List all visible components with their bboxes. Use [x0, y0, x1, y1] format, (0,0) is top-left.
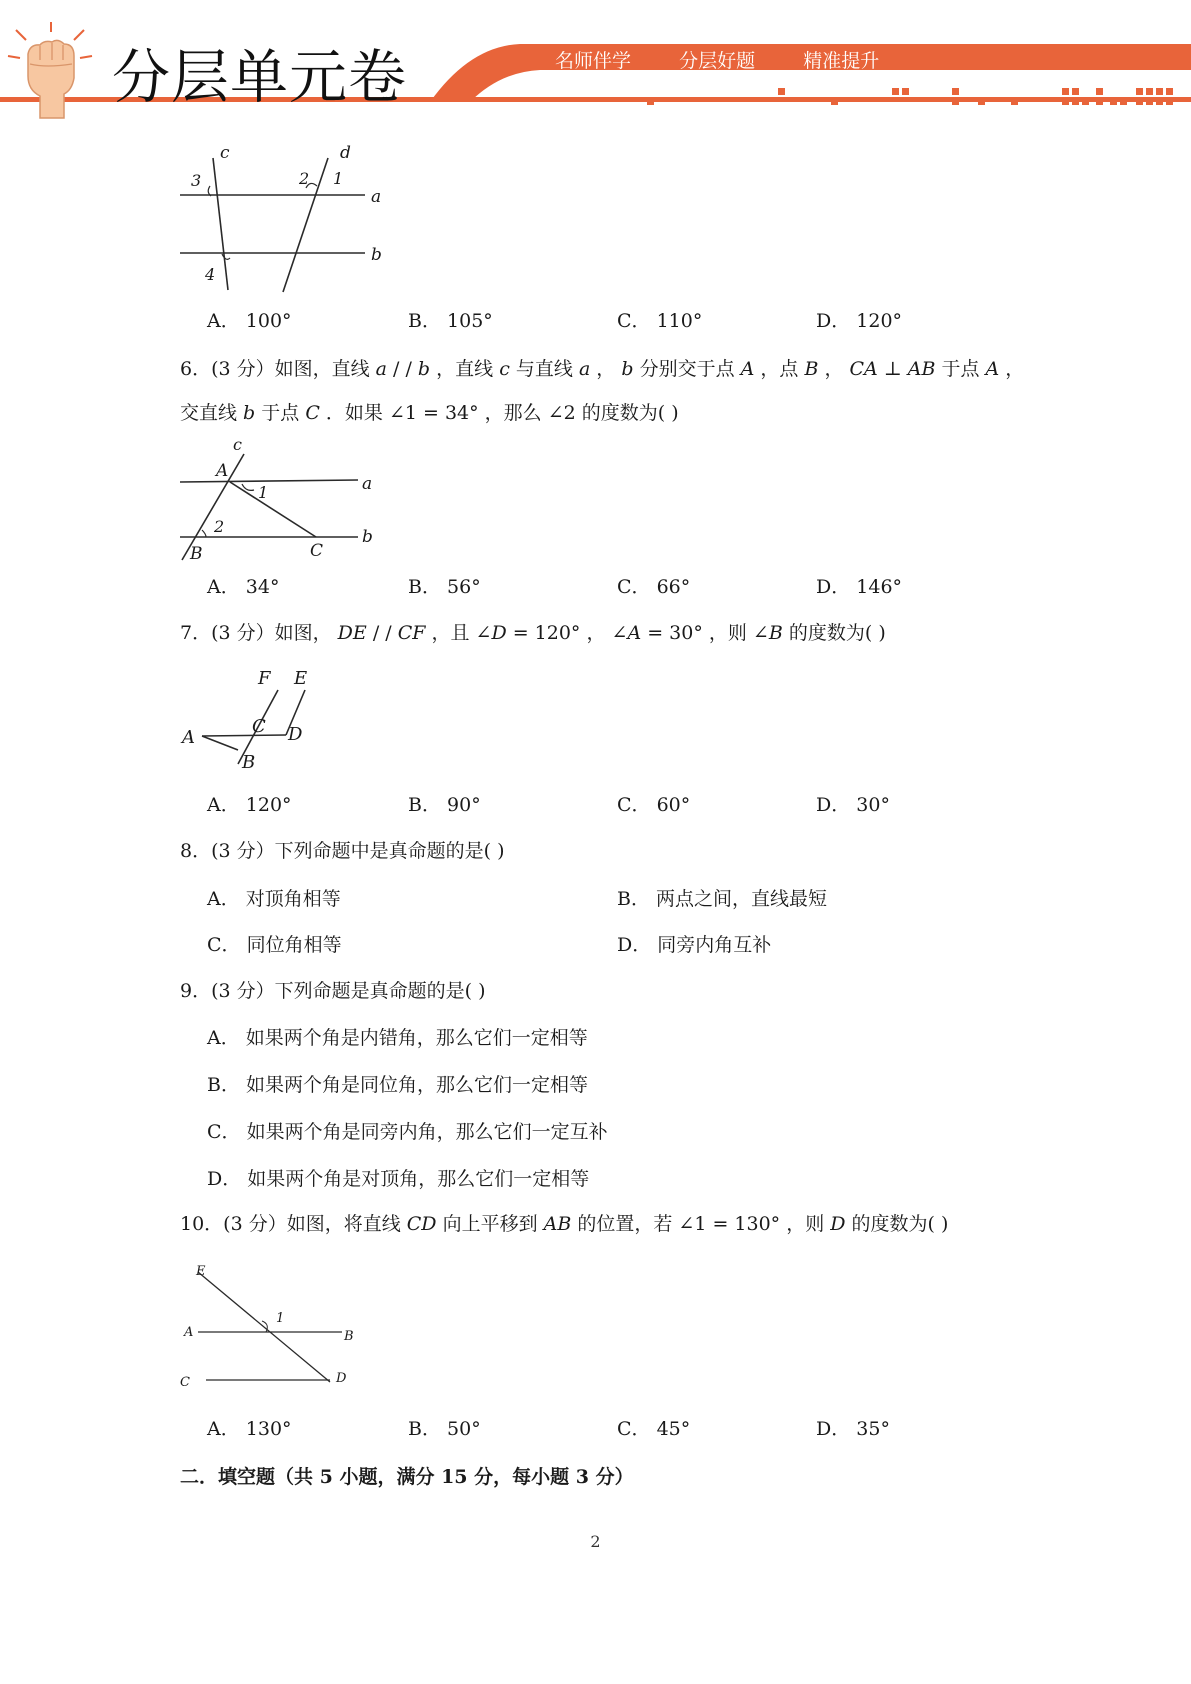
q6-option-a[interactable]: A． 34° — [207, 576, 280, 598]
q6-angle-2-arc — [202, 530, 206, 537]
header-dots — [647, 88, 1173, 105]
q7-line-ab — [202, 736, 238, 750]
q6-option-b[interactable]: B． 56° — [408, 576, 481, 598]
q10-option-c[interactable]: C． 45° — [617, 1418, 691, 1440]
q6-stem-line2: 交直线 b 于点 C ．如果 ∠1 = 34° ，那么 ∠2 的度数为( ) — [180, 402, 679, 424]
q10-transversal — [198, 1272, 330, 1382]
q7-label-c: C — [252, 716, 266, 737]
q7-label-d: D — [288, 724, 303, 745]
q8-option-b[interactable]: B． 两点之间，直线最短 — [617, 888, 828, 910]
page-number: 2 — [590, 1532, 601, 1551]
q8-option-d[interactable]: D． 同旁内角互补 — [617, 934, 772, 956]
q10-label-e: E — [196, 1264, 206, 1279]
q6-label-b-point: B — [190, 544, 203, 564]
q7-label-b: B — [242, 752, 256, 773]
q5-option-c[interactable]: C． 110° — [617, 310, 703, 332]
q6-label-2: 2 — [214, 517, 225, 536]
q7-label-a: A — [182, 727, 195, 748]
q6-label-a-point: A — [216, 461, 229, 481]
header-slogan: 名师伴学 分层好题 精准提升 — [555, 50, 880, 72]
q6-label-b: b — [362, 527, 373, 547]
q9-option-a[interactable]: A． 如果两个角是内错角，那么它们一定相等 — [207, 1027, 588, 1049]
q7-option-a[interactable]: A． 120° — [207, 794, 292, 816]
q10-label-1: 1 — [276, 1311, 285, 1326]
q9-stem: 9．(3 分）下列命题是真命题的是( ) — [180, 980, 486, 1002]
brand-title: 分层单元卷 — [112, 43, 408, 111]
q5-label-d: d — [340, 143, 351, 163]
q7-option-c[interactable]: C． 60° — [617, 794, 691, 816]
q5-line-c — [213, 158, 228, 290]
q10-label-d: D — [336, 1371, 347, 1386]
q6-segment-ac — [230, 482, 316, 537]
q8-option-c[interactable]: C． 同位角相等 — [207, 934, 342, 956]
q6-stem-line1: 6．(3 分）如图，直线 a / / b ，直线 c 与直线 a ， b 分别交于点 A ，点 B ， CA ⊥ AB 于点 A ， — [180, 358, 1025, 380]
q6-figure — [170, 432, 390, 567]
q5-label-1: 1 — [333, 169, 344, 188]
q10-option-a[interactable]: A． 130° — [207, 1418, 292, 1440]
page-header — [0, 0, 1191, 130]
q9-option-b[interactable]: B． 如果两个角是同位角，那么它们一定相等 — [207, 1074, 589, 1096]
q5-option-a[interactable]: A． 100° — [207, 310, 292, 332]
q9-option-d[interactable]: D． 如果两个角是对顶角，那么它们一定相等 — [207, 1168, 590, 1190]
q7-label-f: F — [258, 668, 271, 689]
q6-option-d[interactable]: D． 146° — [816, 576, 903, 598]
q7-line-ad — [202, 735, 286, 736]
q6-label-1: 1 — [258, 483, 269, 502]
q6-label-c: c — [233, 435, 242, 454]
q7-figure — [170, 662, 350, 777]
q6-line-a — [180, 480, 358, 482]
q5-option-b[interactable]: B． 105° — [408, 310, 493, 332]
q7-option-d[interactable]: D． 30° — [816, 794, 890, 816]
q8-option-a[interactable]: A． 对顶角相等 — [207, 888, 341, 910]
q5-label-2: 2 — [299, 169, 310, 188]
q10-label-c: C — [180, 1375, 190, 1390]
q6-option-c[interactable]: C． 66° — [617, 576, 691, 598]
q6-angle-1-arc — [242, 484, 254, 490]
section-title: 二．填空题（共 5 小题，满分 15 分，每小题 3 分） — [180, 1466, 634, 1488]
q7-option-b[interactable]: B． 90° — [408, 794, 481, 816]
q10-label-b: B — [344, 1329, 354, 1344]
q7-stem: 7．(3 分）如图， DE / / CF ，且 ∠D = 120° ， ∠A = 30° ，则 ∠B 的度数为( ) — [180, 622, 886, 644]
q5-label-3: 3 — [191, 171, 202, 190]
raised-fist-icon — [6, 20, 96, 120]
q10-label-a: A — [184, 1325, 194, 1340]
q10-option-d[interactable]: D． 35° — [816, 1418, 890, 1440]
q5-option-d[interactable]: D． 120° — [816, 310, 903, 332]
q9-option-c[interactable]: C． 如果两个角是同旁内角，那么它们一定互补 — [207, 1121, 608, 1143]
q5-label-c: c — [220, 143, 230, 163]
q5-figure — [170, 140, 390, 300]
q10-figure — [170, 1256, 370, 1396]
q8-stem: 8．(3 分）下列命题中是真命题的是( ) — [180, 840, 505, 862]
q5-label-b: b — [371, 245, 382, 265]
q6-label-a: a — [362, 474, 373, 494]
q5-label-4: 4 — [205, 265, 216, 284]
q10-stem: 10．(3 分）如图，将直线 CD 向上平移到 AB 的位置，若 ∠1 = 130° ，则 D 的度数为( ) — [180, 1213, 949, 1235]
q7-label-e: E — [294, 668, 308, 689]
q5-label-a: a — [371, 187, 382, 207]
q6-label-c-point: C — [310, 541, 324, 561]
q10-option-b[interactable]: B． 50° — [408, 1418, 481, 1440]
